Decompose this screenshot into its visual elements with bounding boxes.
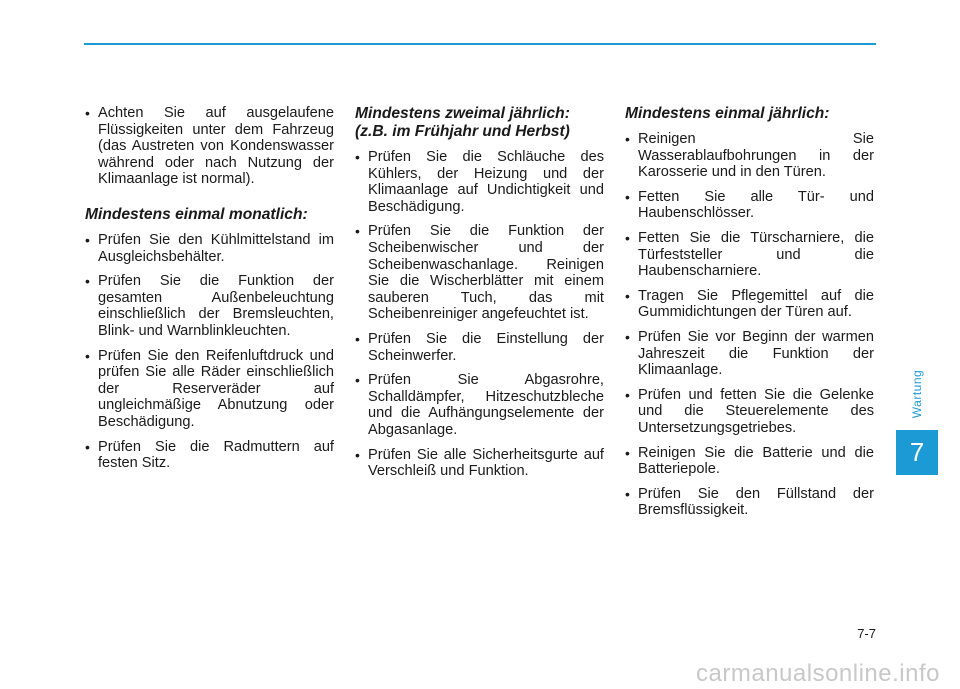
bullet-icon: • bbox=[85, 273, 90, 290]
list-item: • Reinigen Sie Wasserablaufbohrungen in der Karosserie und in den Türen. bbox=[625, 131, 874, 181]
header-rule bbox=[84, 43, 876, 45]
bullet-icon: • bbox=[355, 446, 360, 463]
bullet-icon: • bbox=[355, 149, 360, 165]
bullet-icon: • bbox=[355, 372, 360, 389]
list-item: • Prüfen Sie die Funktion der gesamten Außenbeleuchtung einschließlich der Bremsleuchten, Blink- und Warnblinkleuchten. bbox=[85, 273, 334, 339]
chapter-tab bbox=[896, 430, 938, 475]
list-item: • Prüfen Sie die Einstellung der Scheinwerfer. bbox=[355, 330, 604, 364]
list-item: • Prüfen Sie den Kühlmittelstand im Ausgleichsbehälter. bbox=[85, 231, 334, 265]
bullet-icon: • bbox=[625, 328, 630, 345]
list-item: • Prüfen und fetten Sie die Gelenke und die Steuerelemente des Untersetzungsgetriebes. bbox=[625, 386, 874, 436]
section-heading-yearly: Mindestens einmal jährlich: bbox=[625, 105, 830, 122]
chapter-number: 7 bbox=[909, 437, 925, 467]
bullet-icon: • bbox=[625, 131, 630, 147]
list-item: • Fetten Sie die Türscharniere, die Türfeststeller und die Haubenscharniere. bbox=[625, 229, 874, 280]
list-item: • Tragen Sie Pflegemittel auf die Gummidichtungen der Türen auf. bbox=[625, 287, 874, 321]
section-heading-twice-yearly: Mindestens zweimal jährlich: (z.B. im Frühjahr und Herbst) bbox=[355, 105, 570, 140]
page-number: 7-7 bbox=[857, 626, 876, 641]
bullet-icon: • bbox=[85, 105, 90, 121]
list-item: • Achten Sie auf ausgelaufene Flüssigkeiten unter dem Fahrzeug (das Austreten von Kondenswasser während oder nach Nutzung der Klimaanlage ist normal). bbox=[85, 105, 334, 188]
list-item: • Prüfen Sie die Funktion der Scheibenwischer und der Scheibenwaschanlage. Reinigen Sie die Wischerblätter mit einem sauberen Tuch, das mit Scheibenreiniger angefeuchtet ist. bbox=[355, 223, 604, 323]
chapter-label: Wartung bbox=[910, 369, 924, 419]
column-2 bbox=[352, 105, 604, 488]
column-3 bbox=[622, 105, 874, 527]
bullet-icon: • bbox=[625, 188, 630, 205]
intro-list bbox=[82, 105, 334, 188]
monthly-list bbox=[82, 232, 334, 472]
list-item: • Reinigen Sie die Batterie und die Batteriepole. bbox=[625, 444, 874, 478]
bullet-icon: • bbox=[625, 229, 630, 246]
list-item: • Prüfen Sie die Radmuttern auf festen Sitz. bbox=[85, 438, 334, 472]
section-heading-monthly: Mindestens einmal monatlich: bbox=[85, 205, 308, 223]
list-item: • Fetten Sie alle Tür- und Haubenschlösser. bbox=[625, 188, 874, 222]
list-item: • Prüfen Sie den Füllstand der Bremsflüssigkeit. bbox=[625, 485, 874, 519]
bullet-icon: • bbox=[625, 386, 630, 403]
list-item: • Prüfen Sie die Schläuche des Kühlers, der Heizung und der Klimaanlage auf Undichtigkeit und Beschädigung. bbox=[355, 149, 604, 215]
list-item: • Prüfen Sie den Reifenluftdruck und prüfen Sie alle Räder einschließlich der Reserveräder auf ungleichmäßige Abnutzung oder Beschädigung. bbox=[85, 347, 334, 430]
list-item: • Prüfen Sie Abgasrohre, Schalldämpfer, Hitzeschutzbleche und die Aufhängungselemente der Abgasanlage. bbox=[355, 372, 604, 438]
bullet-icon: • bbox=[85, 347, 90, 364]
bullet-icon: • bbox=[625, 287, 630, 304]
yearly-list bbox=[622, 131, 874, 519]
twice-yearly-list bbox=[352, 149, 604, 480]
bullet-icon: • bbox=[85, 231, 90, 248]
list-item: • Prüfen Sie vor Beginn der warmen Jahreszeit die Funktion der Klimaanlage. bbox=[625, 328, 874, 379]
bullet-icon: • bbox=[625, 444, 630, 461]
bullet-icon: • bbox=[355, 330, 360, 347]
bullet-icon: • bbox=[625, 485, 630, 502]
column-1 bbox=[82, 105, 334, 480]
watermark: carmanualsonline.info bbox=[696, 660, 940, 687]
list-item: • Prüfen Sie alle Sicherheitsgurte auf Verschleiß und Funktion. bbox=[355, 446, 604, 480]
bullet-icon: • bbox=[355, 223, 360, 240]
bullet-icon: • bbox=[85, 438, 90, 455]
